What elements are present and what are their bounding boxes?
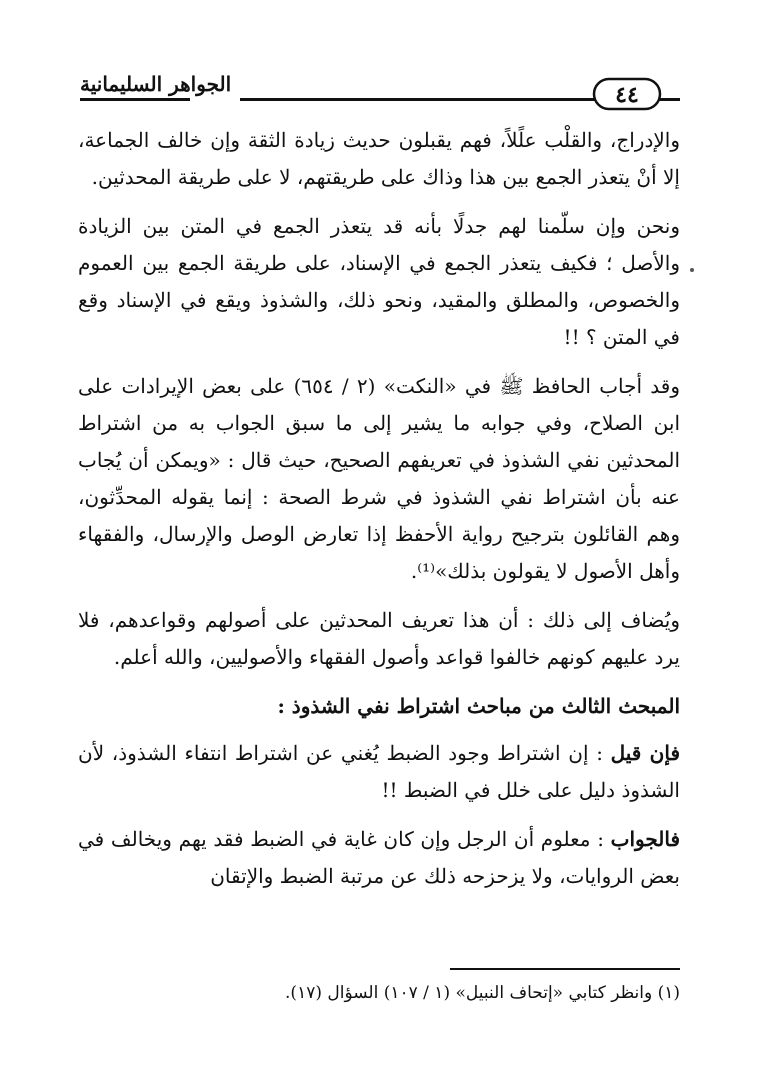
page-header	[80, 70, 680, 110]
footnote: (١) وانظر كتابي «إتحاف النبيل» (١ / ١٠٧) السؤال (١٧).	[285, 983, 680, 1003]
paragraph: وقد أجاب الحافظ ﷺ في «النكت» (٢ / ٦٥٤) على بعض الإيرادات على ابن الصلاح، وفي جوابه ما يشير إلى ما سبق الجواب به من اشتراط المحدثين نفي الشذوذ في تعريفهم الصحيح، حيث قال : «ويمكن أن يُجاب عنه بأن اشتراط نفي الشذوذ في شرط الصحة : إنما يقوله المحدِّثون، وهم القائلون بترجيح رواية الأحفظ إذا تعارض الوصل والإرسال، والفقهاء وأهل الأصول لا يقولون بذلك»⁽¹⁾.	[78, 374, 681, 583]
paragraph: والإدراج، والقلْب علًلاً، فهم يقبلون حديث زيادة الثقة وإن خالف الجماعة، إلا أنْ يتعذر الجمع بين هذا وذاك على طريقتهم، لا على طريقة المحدثين.	[78, 128, 680, 189]
paragraph: ويُضاف إلى ذلك : أن هذا تعريف المحدثين على أصولهم وقواعدهم، فلا يرد عليهم كونهم خالفوا قواعد وأصول الفقهاء والأصوليين، والله أعلم.	[78, 608, 680, 669]
paragraph	[78, 821, 680, 895]
page-number: ٤٤	[615, 82, 639, 108]
header-rule-left	[80, 98, 190, 101]
book-title: الجواهر السليمانية	[80, 72, 232, 96]
paragraph: ونحن وإن سلّمنا لهم جدلًا بأنه قد يتعذر الجمع في المتن بين الزيادة والأصل ؛ فكيف يتعذر الجمع في الإسناد، على طريقة الجمع بين العموم والخصوص، والمطلق والمقيد، ونحو ذلك، والشذوذ ويقع في الإسناد وقع في المتن ؟ !!	[78, 214, 680, 349]
paragraph-text: : إن اشتراط وجود الضبط يُغني عن اشتراط انتفاء الشذوذ، لأن الشذوذ دليل على خلل في الضبط !!	[78, 741, 680, 802]
paragraph-lead: فإن قيل	[610, 741, 680, 765]
page-number-badge	[592, 76, 662, 112]
margin-mark	[690, 268, 694, 272]
main-text	[78, 122, 680, 907]
paragraph-lead: فالجواب	[610, 827, 680, 851]
footnote-divider	[450, 968, 680, 970]
section-heading: المبحث الثالث من مباحث اشتراط نفي الشذوذ :	[277, 694, 680, 718]
paragraph	[78, 735, 680, 809]
paragraph-text: : معلوم أن الرجل وإن كان غاية في الضبط فقد يهم ويخالف في بعض الروايات، ولا يزحزحه ذلك عن مرتبة الضبط والإتقان	[78, 827, 680, 888]
